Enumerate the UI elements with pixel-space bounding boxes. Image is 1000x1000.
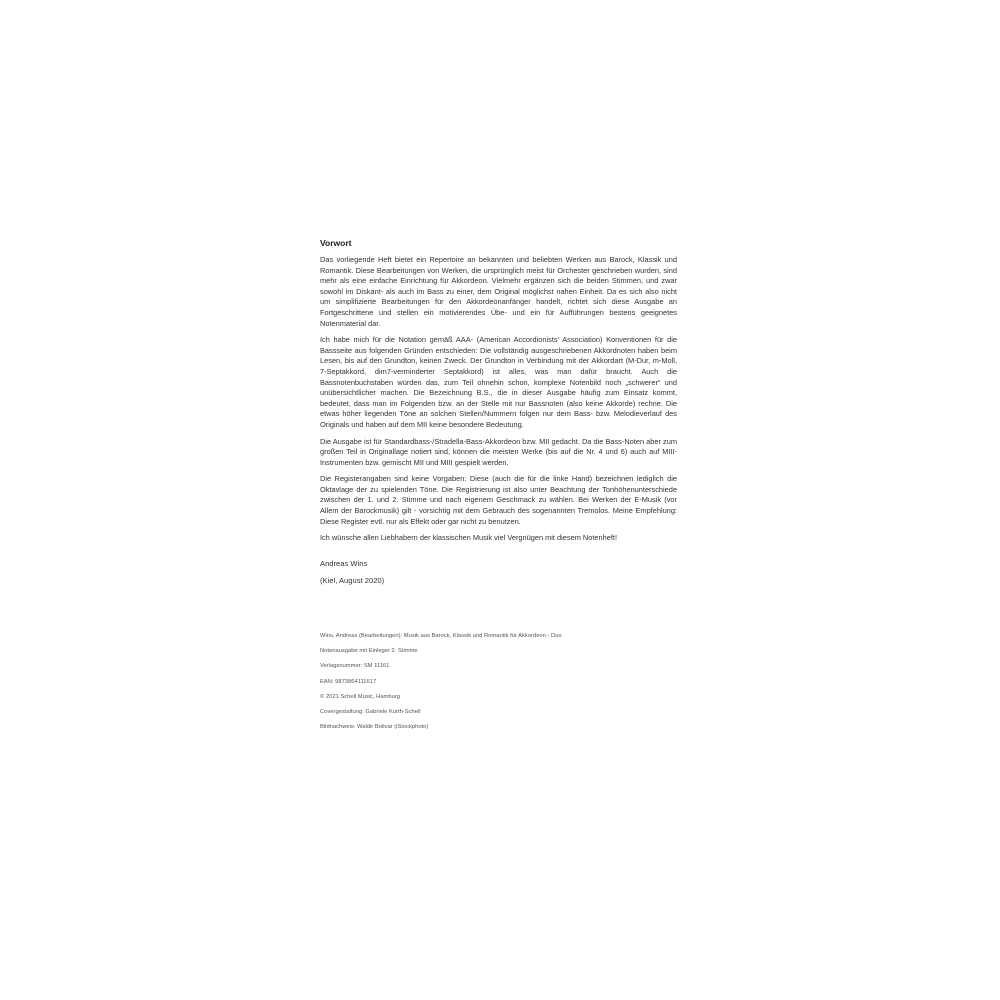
foreword-title: Vorwort xyxy=(320,238,352,248)
imprint-line: © 2021 Schell Music, Hamburg xyxy=(320,693,400,700)
signature-block xyxy=(320,558,677,586)
foreword-paragraph: Die Ausgabe ist für Standardbass-/Stradella-Bass-Akkordeon bzw. MII gedacht. Da die Bass-Noten aber zum großen Teil in Originallage notiert sind, können die meisten Werke (bis auf die Nr. 4 und 6) auch auf MIII-Instrumenten bzw. gemischt MII und MIII gespielt werden. xyxy=(320,436,677,467)
imprint-section xyxy=(320,632,680,738)
imprint-line: Notenausgabe mit Einleger 2. Stimme xyxy=(320,648,418,655)
foreword-section xyxy=(320,238,677,592)
author-name: Andreas Wins xyxy=(320,558,368,568)
imprint-line: Verlagsnummer: SM 11161 xyxy=(320,663,390,670)
imprint-line: Covergestaltung: Gabriele Kurth-Schell xyxy=(320,708,421,715)
foreword-paragraph: Ich habe mich für die Notation gemäß AAA- (American Accordionists' Association) Konventionen für die Bassseite aus folgenden Gründen entschieden: Die vollständig ausgeschriebenen Akkordnoten haben beim Lesen, bis auf den Grundton, keinen Zweck. Der Grundton in Verbindung mit der Akkordart (M-Dur, m-Moll, 7-Septakkord, dim7-verminderter Septakkord) ist alles, was man dafür braucht. Auch die Bassnotenbuchstaben würden das, zum Teil ohnehin schon, komplexe Notenbild noch „schwerer“ und unübersichtlicher machen. Die Bezeichnung B.S., die in dieser Ausgabe häufig zum Einsatz kommt, bedeutet, dass man im Folgenden bzw. an der Stelle mit nur Bassnoten (also keine Akkorde) rechne. Die etwas höher liegenden Töne an solchen Stellen/Nummern folgen nur dem Bass- bzw. Melodieverlauf des Originals und haben auf dem MII keine besondere Bedeutung. xyxy=(320,335,677,429)
imprint-line: Bildnachweis: Waldir Bolivar (iStockphoto) xyxy=(320,724,429,731)
place-date: (Kiel, August 2020) xyxy=(320,575,385,585)
foreword-paragraph: Die Registerangaben sind keine Vorgaben: Diese (auch die für die linke Hand) bezeichnen lediglich die Oktavlage der zu spielenden Töne. Die Registrierung ist also unter Beachtung der Tonhöhenunterschiede zwischen der 1. und 2. Stimme und nach eigenem Geschmack zu wählen. Bei Werken der E-Musik (vor Allem der Barockmusik) gilt - vorsichtig mit dem Gebrauch des sogenannten Tremolos. Meine Empfehlung: Diese Register evtl. nur als Effekt oder gar nicht zu benutzen. xyxy=(320,474,677,526)
imprint-line: EAN: 9873864111617 xyxy=(320,678,377,685)
foreword-paragraph: Das vorliegende Heft bietet ein Repertoire an bekannten und beliebten Werken aus Barock, Klassik und Romantik. Diese Bearbeitungen von Werken, die ursprünglich meist für Orchester geschrieben wurden, sind mehr als eine einfache Einrichtung für Akkordeon. Vielmehr ergänzen sich die beiden Stimmen, und zwar sowohl im Diskant- als auch im Bass zu einer, dem Original möglichst nahen Einheit. Da es sich also nicht um simplifizierte Bearbeitungen für den Akkordeonanfänger handelt, richtet sich diese Ausgabe an Fortgeschrittene und stellen ein motivierendes Übe- und ein für Aufführungen bestens geeignetes Notenmaterial dar. xyxy=(320,255,677,328)
imprint-line: Wins, Andreas (Bearbeitungen): Musik aus Barock, Klassik und Romantik für Akkordeon - Duo xyxy=(320,633,562,639)
foreword-paragraph: Ich wünsche allen Liebhabern der klassischen Musik viel Vergnügen mit diesem Notenheft! xyxy=(320,533,618,543)
